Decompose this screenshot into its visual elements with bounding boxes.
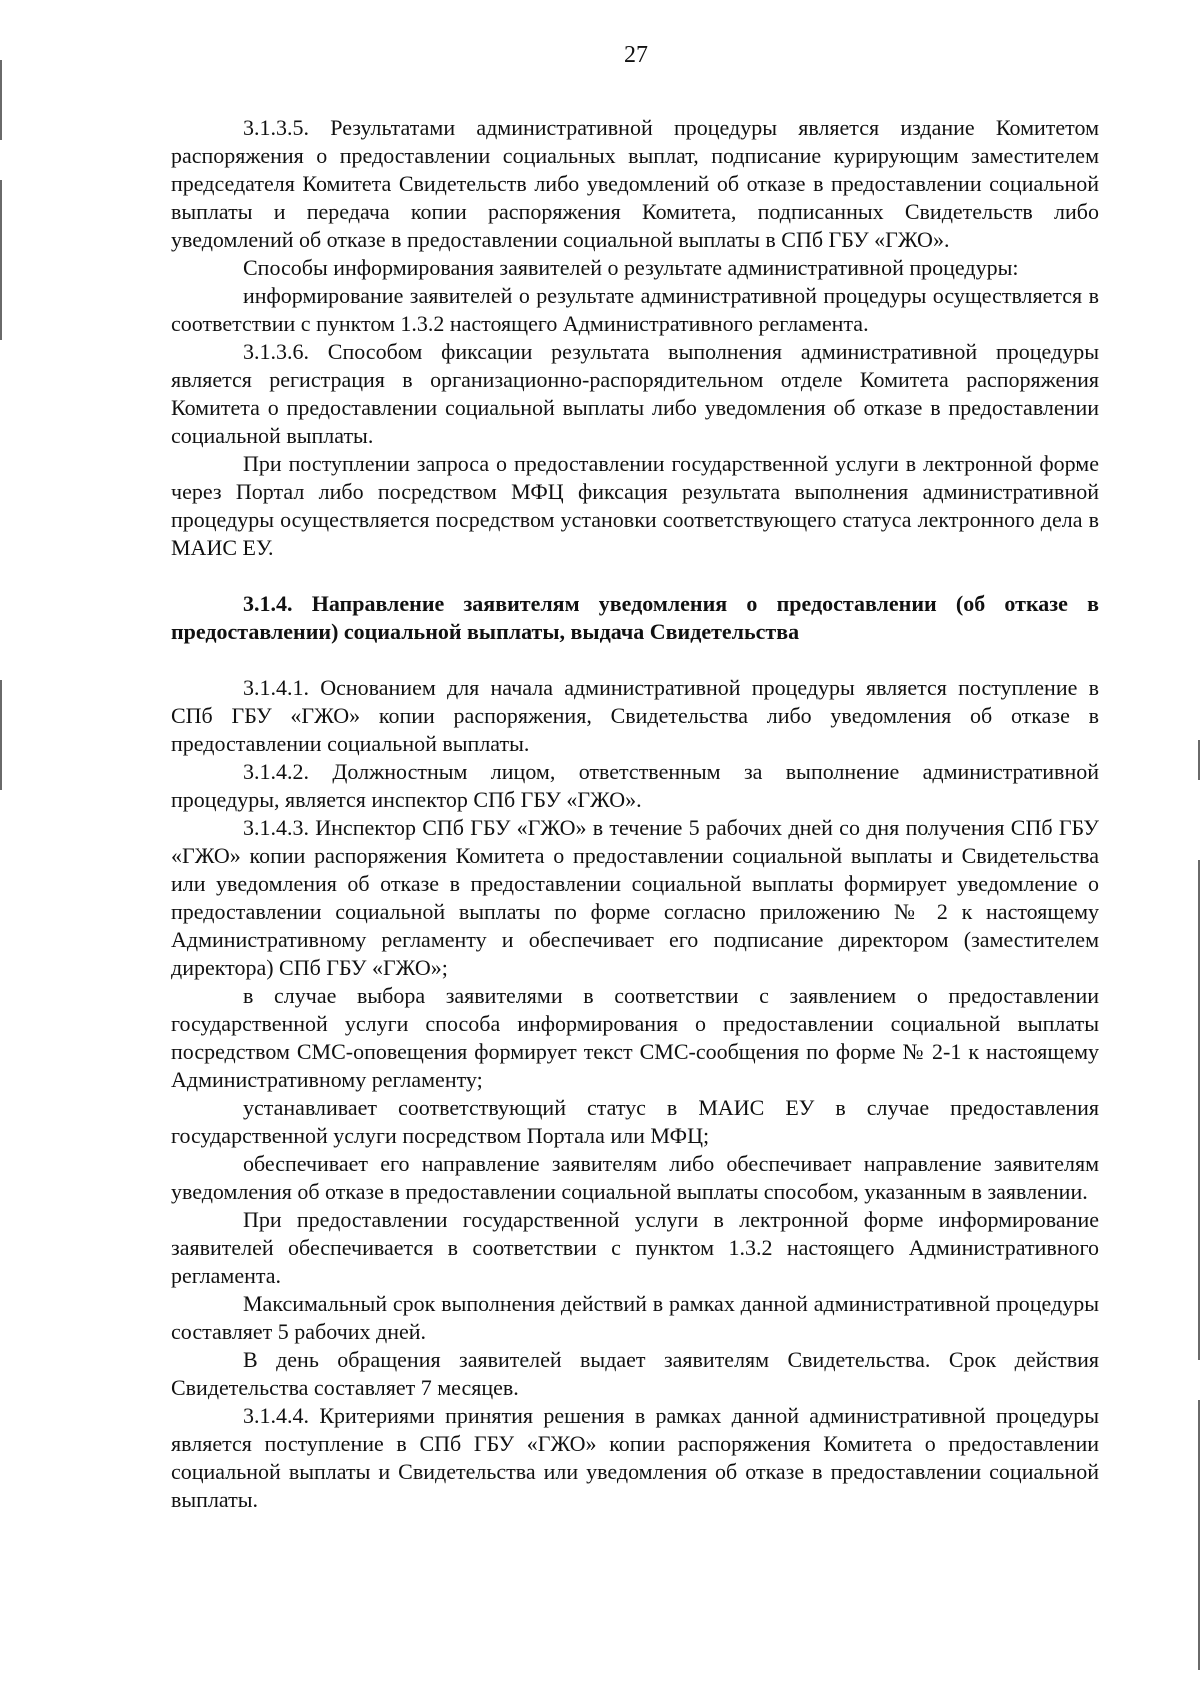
paragraph-sms-notification: в случае выбора заявителями в соответствии с заявлением о предоставлении государственной услуги способа информирования о предоставлении социальной выплаты посредством СМС-оповещения формирует текст СМС-сообщения по форме № 2-1 к настоящему Административному регламенту; xyxy=(171,983,1099,1092)
paragraph-max-term: Максимальный срок выполнения действий в рамках данной административной процедуры составляет 5 рабочих дней. xyxy=(171,1291,1099,1344)
left-edge-mark xyxy=(0,680,2,790)
left-edge-mark xyxy=(0,60,2,140)
paragraph-electronic-form-info: При предоставлении государственной услуги в лектронной форме информирование заявителей обеспечивается в соответствии с пунктом 1.3.2 настоящего Административного регламента. xyxy=(171,1207,1099,1288)
left-edge-mark xyxy=(0,180,2,340)
paragraph-3-1-3-5: 3.1.3.5. Результатами административной процедуры является издание Комитетом распоряжения о предоставлении социальных выплат, подписание курирующим заместителем председателя Комитета Свидетельств либо уведомлений об отказе в предоставлении социальной выплаты и передача копии распоряжения Комитета, подписанных Свидетельств либо уведомлений об отказе в предоставлении социальной выплаты в СПб ГБУ «ГЖО». xyxy=(171,115,1099,252)
paragraph-informing-procedure: информирование заявителей о результате административной процедуры осуществляется в соответствии с пунктом 1.3.2 настоящего Административного регламента. xyxy=(171,283,1099,336)
paragraph-3-1-4-2: 3.1.4.2. Должностным лицом, ответственным за выполнение административной процедуры, является инспектор СПб ГБУ «ГЖО». xyxy=(171,759,1099,812)
document-body xyxy=(171,114,1099,1514)
section-heading-3-1-4: 3.1.4. Направление заявителям уведомления о предоставлении (об отказе в предоставлении) социальной выплаты, выдача Свидетельства xyxy=(171,591,1099,644)
paragraph-3-1-4-3: 3.1.4.3. Инспектор СПб ГБУ «ГЖО» в течение 5 рабочих дней со дня получения СПб ГБУ «ГЖО» копии распоряжения Комитета о предоставлении социальной выплаты и Свидетельства или уведомления об отказе в предоставлении социальной выплаты формирует уведомление о предоставлении социальной выплаты по форме согласно приложению № 2 к настоящему Административному регламенту и обеспечивает его подписание директором (заместителем директора) СПб ГБУ «ГЖО»; xyxy=(171,815,1099,980)
paragraph-3-1-3-6: 3.1.3.6. Способом фиксации результата выполнения административной процедуры является регистрация в организационно-распорядительном отделе Комитета распоряжения Комитета о предоставлении социальной выплаты либо уведомления об отказе в предоставлении социальной выплаты. xyxy=(171,339,1099,448)
paragraph-informing-methods: Способы информирования заявителей о результате административной процедуры: xyxy=(243,255,1019,280)
paragraph-sending-notification: обеспечивает его направление заявителям либо обеспечивает направление заявителям уведомления об отказе в предоставлении социальной выплаты способом, указанным в заявлении. xyxy=(171,1151,1099,1204)
paragraph-3-1-4-1: 3.1.4.1. Основанием для начала административной процедуры является поступление в СПб ГБУ «ГЖО» копии распоряжения, Свидетельства либо уведомления об отказе в предоставлении социальной выплаты. xyxy=(171,675,1099,756)
paragraph-electronic-request: При поступлении запроса о предоставлении государственной услуги в лектронной форме через Портал либо посредством МФЦ фиксация результата выполнения административной процедуры осуществляется посредством установки соответствующего статуса лектронного дела в МАИС ЕУ. xyxy=(171,451,1099,560)
paragraph-certificate-issue: В день обращения заявителей выдает заявителям Свидетельства. Срок действия Свидетельства составляет 7 месяцев. xyxy=(171,1347,1099,1400)
paragraph-3-1-4-4: 3.1.4.4. Критериями принятия решения в рамках данной административной процедуры является поступление в СПб ГБУ «ГЖО» копии распоряжения Комитета о предоставлении социальной выплаты и Свидетельства или уведомления об отказе в предоставлении социальной выплаты. xyxy=(171,1403,1099,1512)
paragraph-status-setting: устанавливает соответствующий статус в МАИС ЕУ в случае предоставления государственной услуги посредством Портала или МФЦ; xyxy=(171,1095,1099,1148)
page-number: 27 xyxy=(624,42,648,68)
